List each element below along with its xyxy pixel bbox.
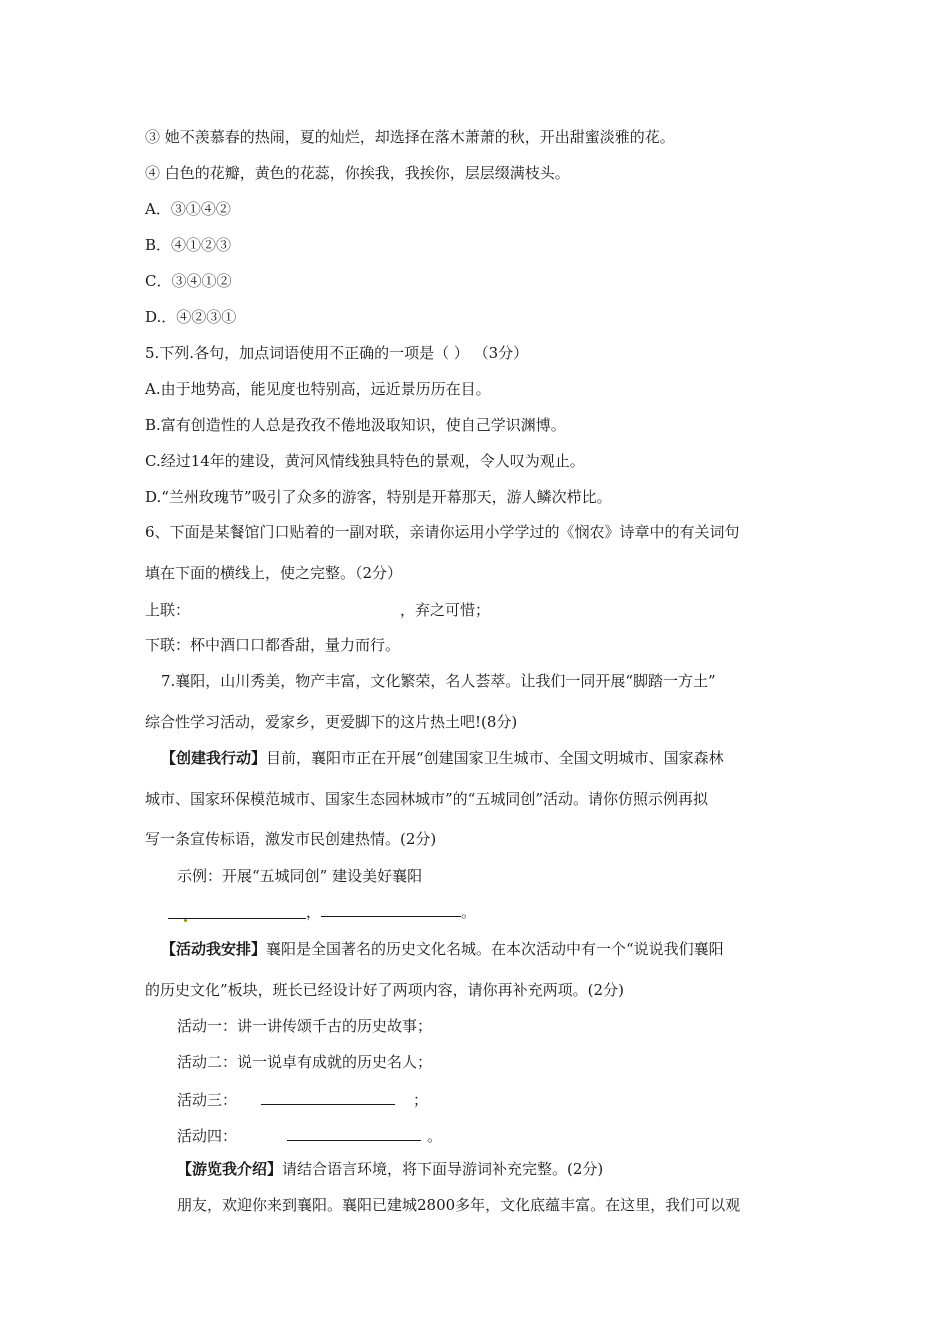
q6-upper-couplet	[145, 599, 490, 620]
q7-section-1-line-2: 城市、国家环保模范城市、国家生态园林城市”的“五城同创”活动。请你仿照示例再拟	[145, 790, 709, 808]
upper-label: 上联：	[145, 601, 191, 619]
q6-stem-line-1: 6、下面是某餐馆门口贴着的一副对联，亲请你运用小学学过的《悯农》诗章中的有关词句	[145, 523, 740, 541]
q7-section-1-line-3: 写一条宣传标语，激发市民创建热情。(2分)	[145, 830, 437, 848]
activity-4-blank[interactable]	[287, 1124, 421, 1141]
q7-stem-line-1: 7.襄阳，山川秀美，物产丰富，文化繁荣，名人荟萃。让我们一同开展“脚踏一方土”	[161, 672, 716, 690]
activity-3-end: ；	[413, 1091, 429, 1109]
q5-option-c: C.经过14年的建设，黄河风情线独具特色的景观，令人叹为观止。	[145, 452, 585, 470]
upper-tail: ，弃之可惜；	[400, 601, 491, 619]
q4-option-b: B．④①②③	[145, 236, 232, 254]
q4-item-4: ④ 白色的花瓣，黄色的花蕊，你挨我，我挨你，层层缀满枝头。	[145, 164, 570, 182]
section-title-tour: 【游览我介绍】	[177, 1160, 283, 1178]
q7-section-3-line-1	[177, 1159, 603, 1179]
activity-4	[177, 1124, 442, 1146]
activity-3-label: 活动三：	[177, 1091, 238, 1109]
q4-option-c: C．③④①②	[145, 272, 232, 290]
section-2-text: 襄阳是全国著名的历史文化名城。在本次活动中有一个“说说我们襄阳	[266, 940, 724, 958]
activity-2: 活动二：说一说卓有成就的历史名人；	[177, 1053, 433, 1071]
slogan-period: 。	[461, 903, 477, 921]
q6-stem-line-2: 填在下面的横线上，使之完整。（2分）	[145, 564, 403, 582]
q4-item-3: ③ 她不羡慕春的热闹，夏的灿烂，却选择在落木萧萧的秋，开出甜蜜淡雅的花。	[145, 128, 675, 146]
activity-4-label: 活动四：	[177, 1127, 238, 1145]
slogan-blank-2[interactable]	[321, 900, 461, 917]
section-title-plan: 【活动我安排】	[161, 940, 267, 958]
q7-stem-line-2: 综合性学习活动，爱家乡，更爱脚下的这片热土吧!(8分)	[145, 713, 518, 731]
activity-4-end: 。	[427, 1127, 443, 1145]
q7-section-1-line-1	[161, 748, 724, 768]
activity-3	[177, 1088, 428, 1110]
section-1-text: 目前，襄阳市正在开展“创建国家卫生城市、全国文明城市、国家森林	[266, 749, 724, 767]
q5-option-b: B.富有创造性的人总是孜孜不倦地汲取知识，使自己学识渊博。	[145, 416, 566, 434]
q4-option-d: D.．④②③①	[145, 308, 237, 326]
guide-text: 朋友，欢迎你来到襄阳。襄阳已建城2800多年，文化底蕴丰富。在这里，我们可以观	[177, 1196, 741, 1214]
q5-stem: 5.下列.各句，加点词语使用不正确的一项是（ ） （3分）	[145, 344, 529, 362]
slogan-comma: ，	[306, 903, 322, 921]
slogan-blank-1[interactable]	[168, 902, 306, 919]
section-title-create: 【创建我行动】	[161, 749, 267, 767]
upper-blank[interactable]	[190, 599, 400, 615]
slogan-answer-line	[168, 900, 476, 922]
q7-section-2-line-2: 的历史文化”板块，班长已经设计好了两项内容，请你再补充两项。(2分)	[145, 981, 624, 999]
activity-1: 活动一：讲一讲传颂千古的历史故事；	[177, 1017, 433, 1035]
activity-3-blank[interactable]	[261, 1088, 395, 1105]
slogan-example: 示例：开展“五城同创” 建设美好襄阳	[177, 867, 423, 885]
q4-option-a: A．③①④②	[145, 200, 231, 218]
q6-lower-couplet: 下联：杯中酒口口都香甜，量力而行。	[145, 636, 401, 654]
q7-section-2-line-1	[161, 939, 724, 959]
q5-option-d: D.“兰州玫瑰节”吸引了众多的游客，特别是开幕那天，游人鳞次栉比。	[145, 488, 612, 506]
q5-option-a: A.由于地势高，能见度也特别高，远近景历历在目。	[145, 380, 491, 398]
section-3-text: 请结合语言环境，将下面导游词补充完整。(2分)	[282, 1160, 604, 1178]
